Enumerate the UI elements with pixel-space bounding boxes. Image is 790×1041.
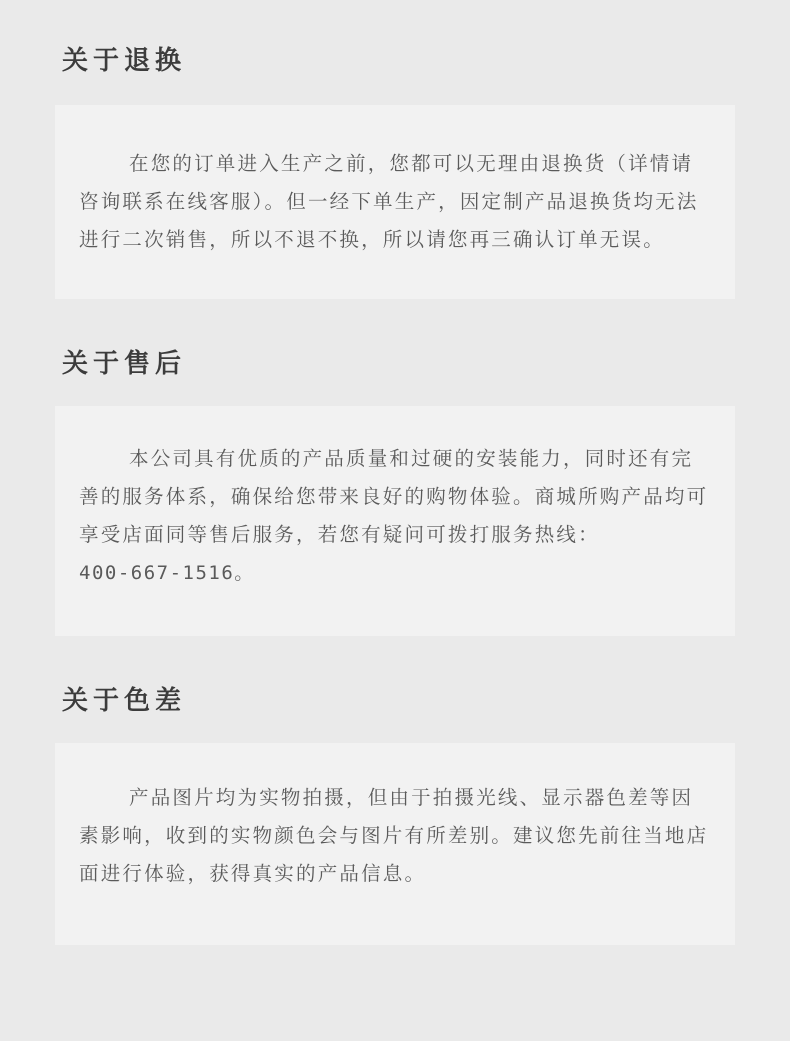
section-body-after-sales bbox=[55, 406, 735, 636]
section-about-returns bbox=[0, 22, 790, 299]
product-info-page bbox=[0, 22, 790, 1041]
section-paragraph-after-sales: 本公司具有优质的产品质量和过硬的安装能力，同时还有完善的服务体系，确保给您带来良好的购物体验。商城所购产品均可享受店面同等售后服务，若您有疑问可拨打服务热线： bbox=[79, 447, 709, 546]
section-body-returns bbox=[55, 105, 735, 299]
service-hotline-number: 400-667-1516。 bbox=[79, 561, 255, 584]
section-paragraph-returns: 在您的订单进入生产之前，您都可以无理由退换货（详情请咨询联系在线客服）。但一经下单生产，因定制产品退换货均无法进行二次销售，所以不退不换，所以请您再三确认订单无误。 bbox=[79, 152, 699, 251]
section-title-returns: 关于退换 bbox=[62, 44, 187, 75]
section-paragraph-color-difference: 产品图片均为实物拍摄，但由于拍摄光线、显示器色差等因素影响，收到的实物颜色会与图片有所差别。建议您先前往当地店面进行体验，获得真实的产品信息。 bbox=[79, 786, 709, 885]
section-body-color-difference bbox=[55, 743, 735, 945]
section-title-after-sales: 关于售后 bbox=[62, 347, 187, 378]
section-about-after-sales bbox=[0, 343, 790, 636]
section-about-color-difference bbox=[0, 680, 790, 945]
section-title-color-difference: 关于色差 bbox=[62, 684, 187, 715]
